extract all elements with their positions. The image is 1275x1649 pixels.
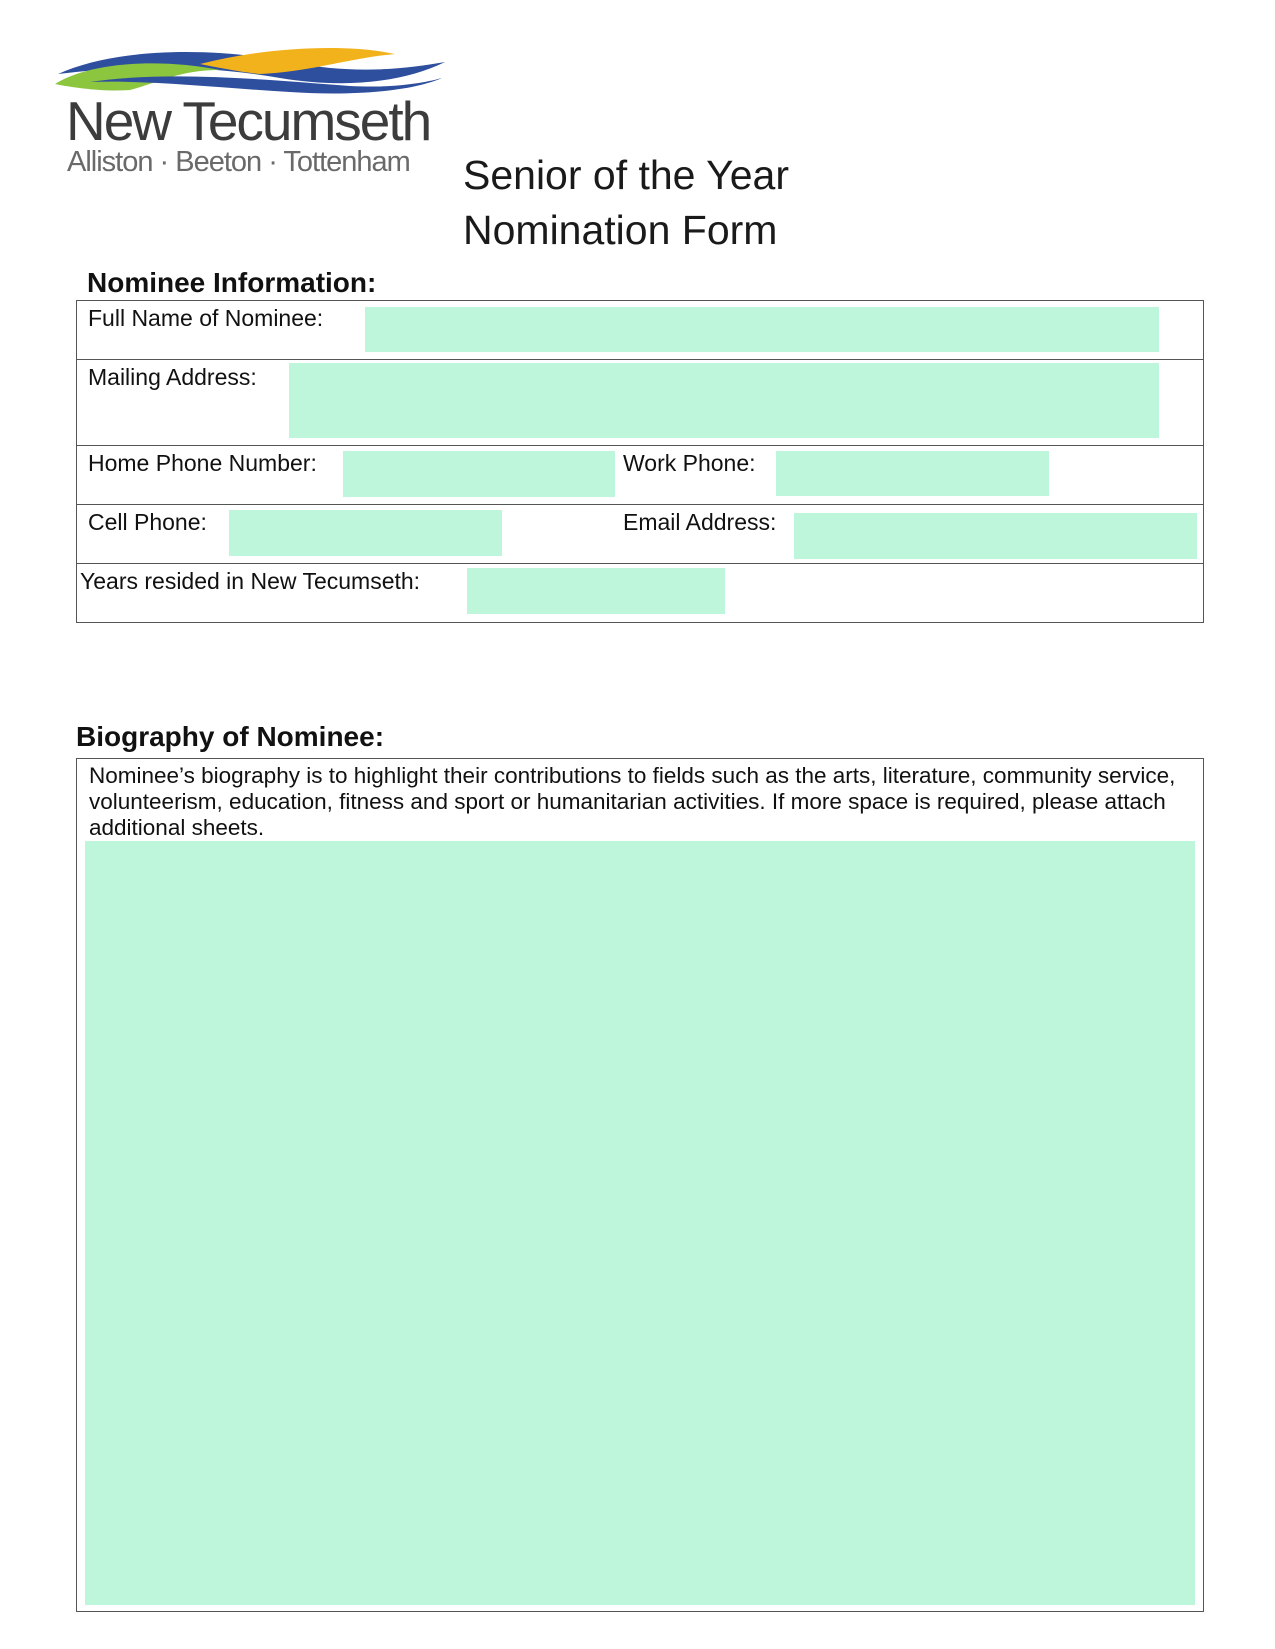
mailing-address-field[interactable] (289, 363, 1159, 438)
biography-box (76, 758, 1204, 1612)
work-phone-field[interactable] (776, 451, 1049, 496)
email-address-field[interactable] (794, 513, 1197, 559)
years-resided-field[interactable] (467, 568, 725, 614)
years-resided-row (77, 564, 1203, 622)
biography-heading: Biography of Nominee: (76, 721, 385, 752)
cell-phone-field[interactable] (229, 510, 502, 556)
full-name-label: Full Name of Nominee: (88, 305, 324, 331)
nominee-information-table (76, 300, 1204, 623)
email-address-label: Email Address: (623, 509, 777, 535)
home-phone-field[interactable] (343, 451, 615, 497)
form-title-line1: Senior of the Year (463, 152, 789, 198)
cell-phone-label: Cell Phone: (88, 509, 207, 535)
full-name-field[interactable] (365, 307, 1159, 352)
mailing-address-label: Mailing Address: (88, 364, 257, 390)
logo-subtitle: Alliston · Beeton · Tottenham (67, 146, 410, 178)
biography-instructions: Nominee’s biography is to highlight their contributions to fields such as the arts, literature, community service, volunteerism, education, fitness and sport or humanitarian activities. If more space is required, please attach additional sheets. (89, 763, 1176, 840)
phone-row (77, 446, 1203, 505)
full-name-row (77, 301, 1203, 360)
mailing-address-row (77, 360, 1203, 446)
nominee-information-heading: Nominee Information: (87, 267, 377, 298)
cell-email-row (77, 505, 1203, 564)
years-resided-label: Years resided in New Tecumseth: (80, 568, 421, 594)
home-phone-label: Home Phone Number: (88, 450, 317, 476)
work-phone-label: Work Phone: (623, 450, 756, 476)
biography-field[interactable] (85, 841, 1195, 1605)
logo-name: New Tecumseth (66, 90, 431, 152)
town-logo (50, 40, 450, 200)
form-title-line2: Nomination Form (463, 207, 778, 253)
